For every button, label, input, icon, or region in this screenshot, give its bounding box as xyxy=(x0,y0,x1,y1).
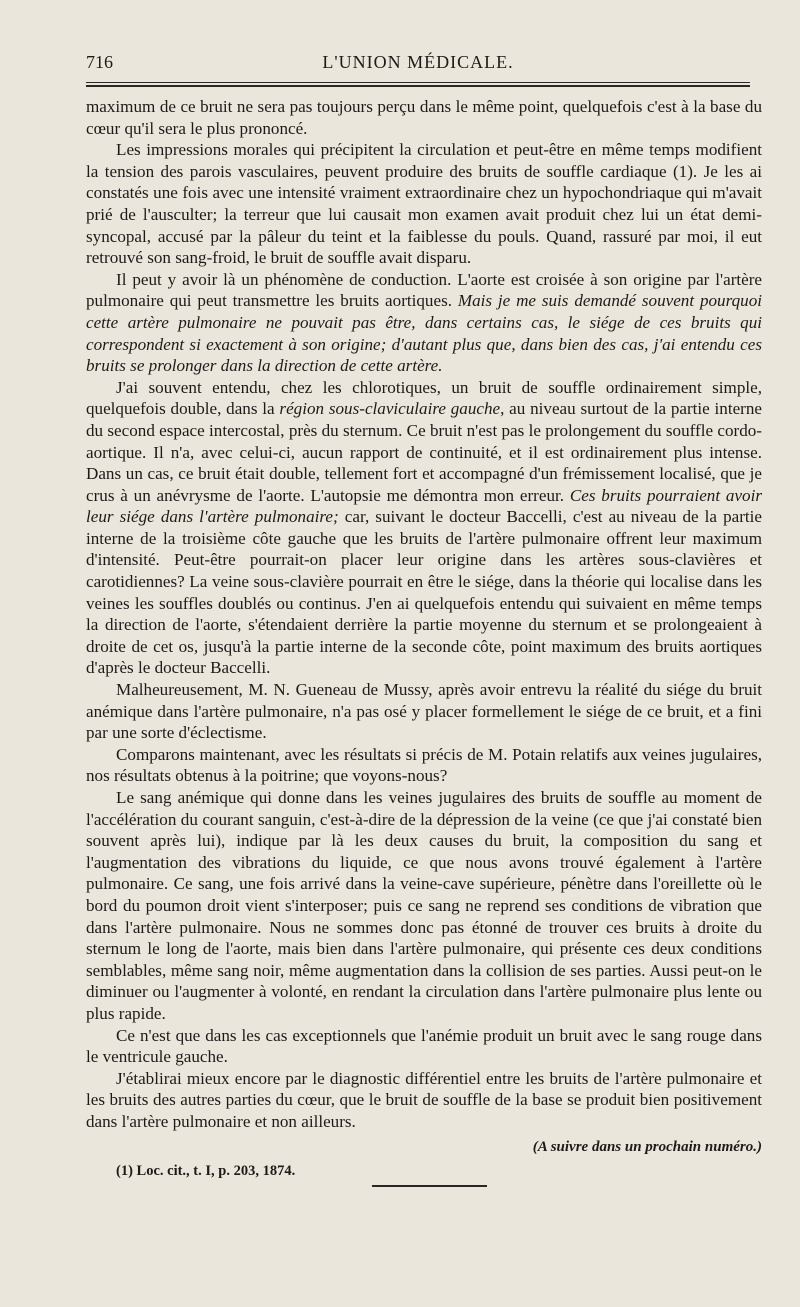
page-header xyxy=(86,52,750,78)
italic-text-segment: Ces bruits pourraient avoir leur siége dans l'artère pulmonaire; xyxy=(86,485,762,527)
body-paragraph xyxy=(86,269,762,377)
text-segment: Les impressions morales qui précipitent la circulation et peut-être en même temps modifient la tension des parois vasculaires, peuvent produire des bruits de souffle cardiaque (1). Je les ai constatés une fois avec une intensité vraiment extraordinaire chez un hypochondriaque qui m'avait prié de l'ausculter; la terreur que lui causait mon examen avait produit chez lui un état demi-syncopal, accusé par la pâleur du teint et la faiblesse du pouls. Quand, rassuré par moi, il eut retrouvé son sang-froid, le bruit de souffle avait disparu. xyxy=(86,140,762,268)
text-segment: Ce n'est que dans les cas exceptionnels que l'anémie produit un bruit avec le sang rouge dans le ventricule gauche. xyxy=(86,1025,762,1067)
paragraph-list xyxy=(86,96,762,1133)
text-segment: Le sang anémique qui donne dans les veines jugulaires des bruits de souffle au moment de l'accélération du courant sanguin, c'est-à-dire de la dépression de la veine (ce que j'ai constaté bien souvent après lui), indique par là les deux causes du bruit, la composition du sang et l'augmentation des vibrations du liquide, ce que nous avons trouvé également à l'artère pulmonaire. Ce sang, une fois arrivé dans la veine-cave supérieure, pénètre dans l'oreillette où le bord du poumon droit vient s'interposer; puis ce sang ne reprend ses conditions de vibration que dans l'artère pulmonaire. Nous ne sommes donc pas étonné de trouver ces bruits à droite du sternum le long de l'aorte, mais bien dans l'artère pulmonaire, qui présente ces deux conditions semblables, même sang noir, même augmentation dans la collision de ses parties. Aussi peut-on le diminuer ou l'augmenter à volonté, en rendant la circulation dans l'artère pulmonaire plus lente ou plus rapide. xyxy=(86,788,762,1023)
body-paragraph xyxy=(86,1068,762,1133)
text-segment: Il peut y avoir là un phénomène de conduction. L'aorte est croisée à son origine par l'artère pulmonaire qui peut transmettre les bruits aortiques. xyxy=(86,269,762,311)
italic-text-segment: région sous-claviculaire gauche xyxy=(279,399,501,419)
text-segment: J'établirai mieux encore par le diagnostic différentiel entre les bruits de l'artère pulmonaire et les bruits des autres parties du cœur, que le bruit de souffle de la base se produit bien positivement dans l'artère pulmonaire et non ailleurs. xyxy=(86,1068,762,1131)
text-segment: maximum de ce bruit ne sera pas toujours perçu dans le même point, quelquefois c'est à la base du cœur qu'il sera le plus prononcé. xyxy=(86,97,762,138)
body-paragraph xyxy=(86,679,762,744)
body-paragraph xyxy=(86,787,762,1025)
continuation-note: (A suivre dans un prochain numéro.) xyxy=(532,1138,762,1155)
footnote: (1) Loc. cit., t. I, p. 203, 1874. xyxy=(116,1162,296,1179)
body-paragraph xyxy=(86,96,762,139)
text-segment: car, suivant le docteur Baccelli, c'est au niveau de la partie interne de la troisième côte gauche que les bruits de l'artère pulmonaire offrent leur maximum d'intensité. Peut-être pourrait-on placer leur origine dans les artères sous-clavières et carotidiennes? La veine sous-clavière pourrait en être le siége, dans la théorie qui localise dans les veines les souffles doublés ou continus. J'en ai quelquefois entendu qui suivaient en même temps la direction de l'aorte, s'étendaient derrière la partie moyenne du sternum et se prolongeaient à droite de cet os, jusqu'à la partie interne de la seconde côte, point maximum des bruits aortiques d'après le docteur Baccelli. xyxy=(86,507,762,678)
running-title: L'UNION MÉDICALE. xyxy=(322,52,514,72)
body-paragraph xyxy=(86,139,762,269)
text-segment: Malheureusement, M. N. Gueneau de Mussy, après avoir entrevu la réalité du siége du bruit anémique dans l'artère pulmonaire, n'a pas osé y placer formellement le siége de ce bruit, et a fini par une sorte d'éclectisme. xyxy=(86,680,762,743)
footnote-area xyxy=(86,1159,762,1183)
text-segment: , au niveau surtout de la partie interne du second espace intercostal, près du sternum. Ce bruit n'est pas le prolongement du souffle cordo-aortique. Il n'a, avec celui-ci, aucun rapport de continuité, et il est ordinairement plus intense. Dans un cas, ce bruit était double, tellement fort et accompagné d'un frémissement localisé, que je crus à un anévrysme de l'aorte. L'autopsie me démontra mon erreur. xyxy=(86,399,762,505)
text-segment: J'ai souvent entendu, chez les chlorotiques, un bruit de souffle ordinairement simple, quelquefois double, dans la xyxy=(86,377,762,419)
text-segment: Comparons maintenant, avec les résultats si précis de M. Potain relatifs aux veines jugulaires, nos résultats obtenus à la poitrine; que voyons-nous? xyxy=(86,744,762,786)
body-paragraph xyxy=(86,1025,762,1068)
article-body xyxy=(86,96,762,1183)
body-paragraph xyxy=(86,744,762,787)
body-paragraph xyxy=(86,377,762,679)
italic-text-segment: Mais je me suis demandé souvent pourquoi cette artère pulmonaire ne pouvait pas être, dans certains cas, le siége de ces bruits qui correspondent si exactement à son origine; d'autant plus que, dans bien des cas, j'ai entendu ces bruits se prolonger dans la direction de cette artère. xyxy=(86,291,762,376)
header-rule xyxy=(86,82,750,87)
page-number: 716 xyxy=(86,52,113,72)
end-rule xyxy=(372,1185,487,1187)
